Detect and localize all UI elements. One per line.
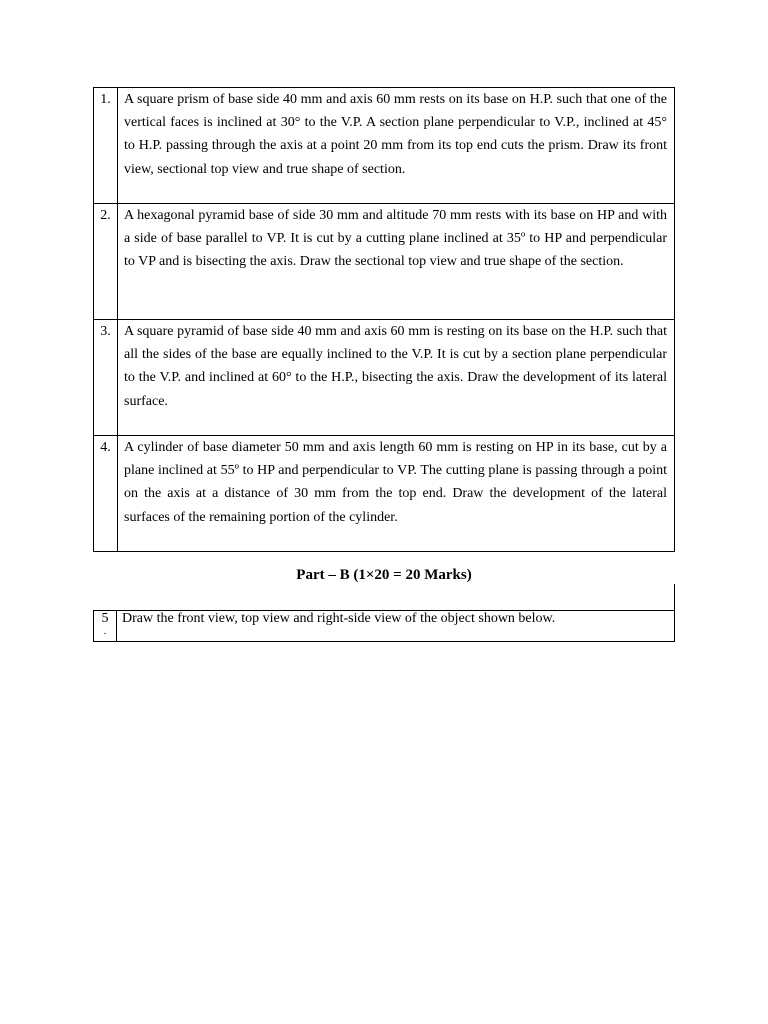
question-number: 4. bbox=[94, 436, 118, 552]
part-b-question-table bbox=[93, 610, 675, 642]
question-row bbox=[94, 88, 675, 204]
question-row bbox=[94, 320, 675, 436]
question-row bbox=[94, 611, 675, 642]
divider bbox=[674, 584, 675, 611]
question-number: 5 bbox=[101, 611, 109, 626]
question-number: 3. bbox=[94, 320, 118, 436]
part-b-heading: Part – B (1×20 = 20 Marks) bbox=[296, 567, 472, 583]
question-text: A square pyramid of base side 40 mm and axis 60 mm is resting on its base on the H.P. such that all the sides of the base are equally inclined to the V.P. It is cut by a section plane perpendicular to the V.P. and inclined at 60° to the H.P., bisecting the axis. Draw the development of its lateral surface. bbox=[118, 320, 675, 436]
question-row bbox=[94, 436, 675, 552]
question-number-cell bbox=[94, 611, 117, 642]
question-number-dot: . bbox=[103, 626, 107, 637]
question-text: A cylinder of base diameter 50 mm and axis length 60 mm is resting on HP in its base, cut by a plane inclined at 55º to HP and perpendicular to VP. The cutting plane is passing through a point on the axis at a distance of 30 mm from the top end. Draw the development of the lateral surfaces of the remaining portion of the cylinder. bbox=[118, 436, 675, 552]
part-a-question-table bbox=[93, 87, 675, 552]
question-text: A square prism of base side 40 mm and axis 60 mm rests on its base on H.P. such that one of the vertical faces is inclined at 30° to the V.P. A section plane perpendicular to V.P., inclined at 45° to H.P. passing through the axis at a point 20 mm from its top end cuts the prism. Draw its front view, sectional top view and true shape of section. bbox=[118, 88, 675, 204]
question-text: A hexagonal pyramid base of side 30 mm and altitude 70 mm rests with its base on HP and with a side of base parallel to VP. It is cut by a cutting plane inclined at 35º to HP and perpendicular to VP and is bisecting the axis. Draw the sectional top view and true shape of the section. bbox=[118, 204, 675, 320]
question-number: 1. bbox=[94, 88, 118, 204]
question-number: 2. bbox=[94, 204, 118, 320]
question-text: Draw the front view, top view and right-side view of the object shown below. bbox=[117, 611, 675, 642]
question-row bbox=[94, 204, 675, 320]
